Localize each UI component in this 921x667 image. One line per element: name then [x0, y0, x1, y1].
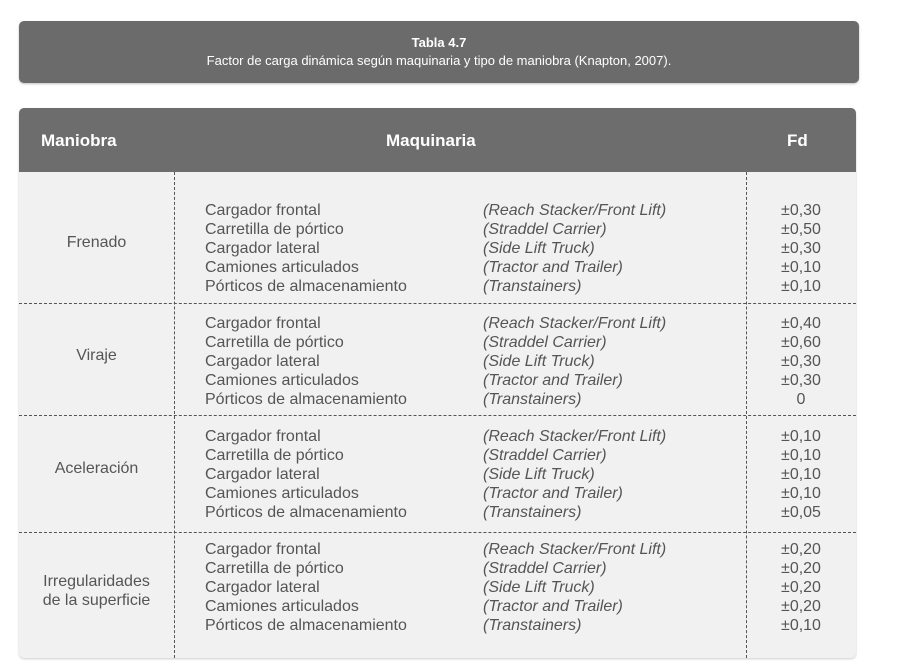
fd-value: ±0,05: [781, 504, 821, 521]
machine-name: Cargador frontal: [205, 541, 321, 558]
machine-name: Camiones articulados: [205, 598, 359, 615]
fd-value: ±0,10: [781, 428, 821, 445]
table-row: [19, 201, 856, 220]
maneuver-label-line: Irregularidades: [43, 573, 150, 590]
maneuver-label: Viraje: [76, 347, 117, 364]
machine-name: Cargador frontal: [205, 315, 321, 332]
fd-value: ±0,10: [781, 447, 821, 464]
machine-english: (Side Lift Truck): [483, 579, 595, 596]
table-row: [19, 559, 856, 578]
section-divider: [19, 415, 856, 416]
maneuver-label-line: de la superficie: [42, 592, 151, 609]
machine-name: Cargador lateral: [205, 353, 320, 370]
machine-english: (Tractor and Trailer): [483, 372, 623, 389]
table-description: Factor de carga dinámica según maquinaria y tipo de maniobra (Knapton, 2007).: [206, 53, 672, 68]
machine-name: Camiones articulados: [205, 259, 359, 276]
machine-english: (Side Lift Truck): [483, 240, 595, 257]
table-row: [19, 616, 856, 635]
table-row: [19, 371, 856, 390]
table-row: [19, 578, 856, 597]
table-row: [19, 503, 856, 522]
table-header-row: [19, 108, 856, 172]
table-row: [19, 597, 856, 616]
table-row: [19, 220, 856, 239]
machine-english: (Reach Stacker/Front Lift): [483, 315, 667, 332]
table-number: Tabla 4.7: [411, 35, 467, 50]
table-row: [19, 390, 856, 409]
header-maneuver: Maniobra: [41, 131, 117, 150]
fd-value: ±0,20: [781, 560, 821, 577]
maneuver-label: Aceleración: [54, 460, 139, 477]
table-row: [19, 540, 856, 559]
machine-english: (Tractor and Trailer): [483, 259, 623, 276]
table-row: [19, 352, 856, 371]
machine-name: Pórticos de almacenamiento: [205, 278, 407, 295]
fd-value: ±0,30: [781, 372, 821, 389]
machine-name: Carretilla de pórtico: [205, 334, 344, 351]
machine-english: (Tractor and Trailer): [483, 485, 623, 502]
fd-value: ±0,30: [781, 353, 821, 370]
fd-value: ±0,30: [781, 202, 821, 219]
table-caption: [19, 21, 859, 83]
machine-name: Pórticos de almacenamiento: [205, 391, 407, 408]
fd-value: ±0,10: [781, 278, 821, 295]
header-machinery: Maquinaria: [386, 131, 476, 150]
machine-name: Camiones articulados: [205, 372, 359, 389]
table-row: [19, 484, 856, 503]
load-factor-table: [19, 108, 856, 658]
table-row: [19, 239, 856, 258]
fd-value: ±0,60: [781, 334, 821, 351]
machine-name: Cargador lateral: [205, 579, 320, 596]
machine-name: Pórticos de almacenamiento: [205, 504, 407, 521]
fd-value: ±0,50: [781, 221, 821, 238]
fd-value: ±0,10: [781, 617, 821, 634]
fd-value: ±0,20: [781, 598, 821, 615]
fd-value: ±0,20: [781, 541, 821, 558]
fd-value: 0: [796, 391, 806, 408]
fd-value: ±0,10: [781, 485, 821, 502]
machine-english: (Straddel Carrier): [483, 334, 607, 351]
fd-value: ±0,10: [781, 466, 821, 483]
machine-name: Cargador lateral: [205, 466, 320, 483]
machine-english: (Straddel Carrier): [483, 447, 607, 464]
machine-name: Carretilla de pórtico: [205, 447, 344, 464]
machine-name: Camiones articulados: [205, 485, 359, 502]
section-divider: [19, 532, 856, 533]
machine-english: (Transtainers): [483, 391, 582, 408]
machine-english: (Transtainers): [483, 278, 582, 295]
machine-english: (Reach Stacker/Front Lift): [483, 541, 667, 558]
table-row: [19, 427, 856, 446]
table-row: [19, 333, 856, 352]
machine-english: (Transtainers): [483, 504, 582, 521]
machine-name: Cargador frontal: [205, 202, 321, 219]
maneuver-label: Frenado: [66, 234, 127, 251]
machine-name: Cargador lateral: [205, 240, 320, 257]
machine-english: (Reach Stacker/Front Lift): [483, 428, 667, 445]
fd-value: ±0,40: [781, 315, 821, 332]
table-row: [19, 277, 856, 296]
header-fd: Fd: [787, 131, 808, 150]
table-row: [19, 258, 856, 277]
fd-value: ±0,30: [781, 240, 821, 257]
fd-value: ±0,10: [781, 259, 821, 276]
machine-english: (Reach Stacker/Front Lift): [483, 202, 667, 219]
machine-english: (Straddel Carrier): [483, 221, 607, 238]
fd-value: ±0,20: [781, 579, 821, 596]
machine-english: (Transtainers): [483, 617, 582, 634]
machine-name: Pórticos de almacenamiento: [205, 617, 407, 634]
machine-english: (Straddel Carrier): [483, 560, 607, 577]
machine-english: (Tractor and Trailer): [483, 598, 623, 615]
machine-name: Carretilla de pórtico: [205, 560, 344, 577]
machine-name: Carretilla de pórtico: [205, 221, 344, 238]
table-row: [19, 465, 856, 484]
machine-english: (Side Lift Truck): [483, 466, 595, 483]
table-row: [19, 446, 856, 465]
section-divider: [19, 303, 856, 304]
machine-english: (Side Lift Truck): [483, 353, 595, 370]
table-row: [19, 314, 856, 333]
machine-name: Cargador frontal: [205, 428, 321, 445]
